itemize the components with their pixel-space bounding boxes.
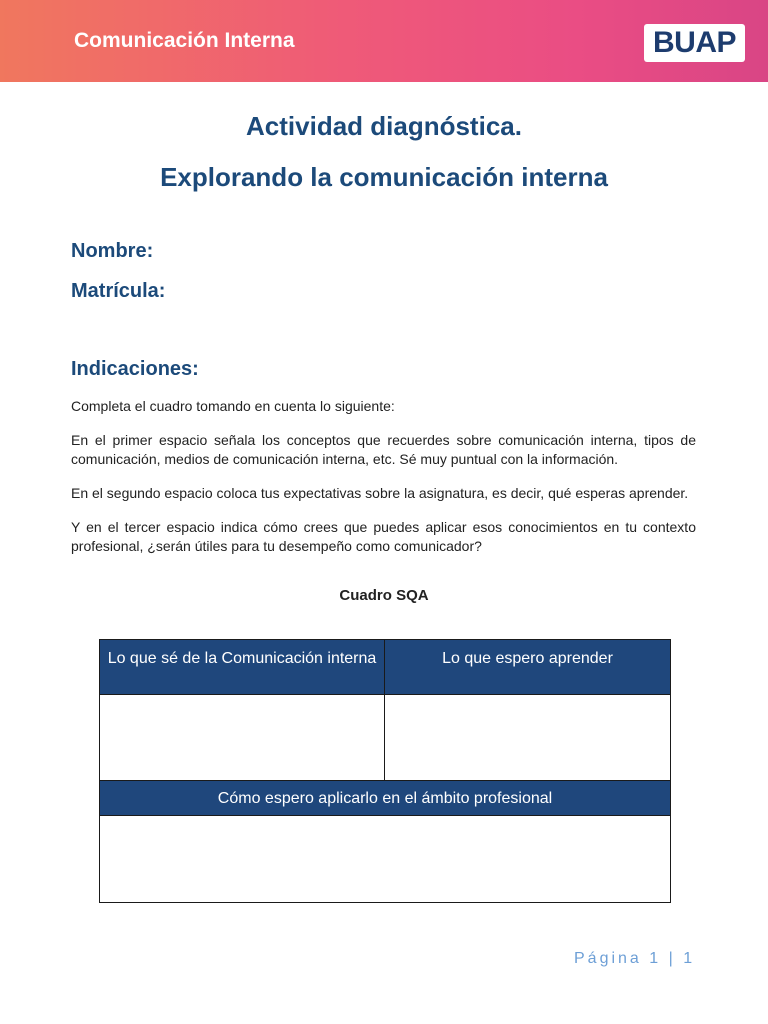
what-i-want-to-learn-cell[interactable]	[384, 694, 671, 782]
application-cell[interactable]	[99, 815, 671, 903]
table-header-what-i-want-to-learn: Lo que espero aprender	[384, 639, 671, 695]
sqa-table	[99, 639, 670, 902]
header-title: Comunicación Interna	[74, 29, 295, 52]
table-caption: Cuadro SQA	[339, 587, 429, 604]
document-subtitle: Explorando la comunicación interna	[160, 162, 608, 192]
name-label: Nombre:	[71, 240, 154, 262]
instructions-heading: Indicaciones:	[71, 358, 199, 380]
what-i-know-cell[interactable]	[99, 694, 385, 782]
page-number: Página 1 | 1	[574, 950, 696, 967]
instruction-paragraph: En el primer espacio señala los conceptos que recuerdes sobre comunicación interna, tipos de comunicación, medios de comunicación interna, etc. Sé muy puntual con la información.	[71, 432, 696, 467]
instruction-paragraph: En el segundo espacio coloca tus expectativas sobre la asignatura, es decir, qué esperas aprender.	[71, 485, 689, 501]
table-header-what-i-know: Lo que sé de la Comunicación interna	[99, 639, 385, 695]
student-id-label: Matrícula:	[71, 280, 166, 302]
logo-text: BUAP	[652, 26, 736, 59]
buap-logo	[644, 24, 745, 62]
document-title: Actividad diagnóstica.	[246, 111, 522, 141]
instruction-paragraph: Y en el tercer espacio indica cómo crees que puedes aplicar esos conocimientos en tu contexto profesional, ¿serán útiles para tu desempeño como comunicador?	[71, 519, 696, 554]
table-header-application: Cómo espero aplicarlo en el ámbito profesional	[99, 780, 671, 817]
instruction-paragraph: Completa el cuadro tomando en cuenta lo siguiente:	[71, 398, 395, 414]
page-header	[0, 0, 768, 82]
